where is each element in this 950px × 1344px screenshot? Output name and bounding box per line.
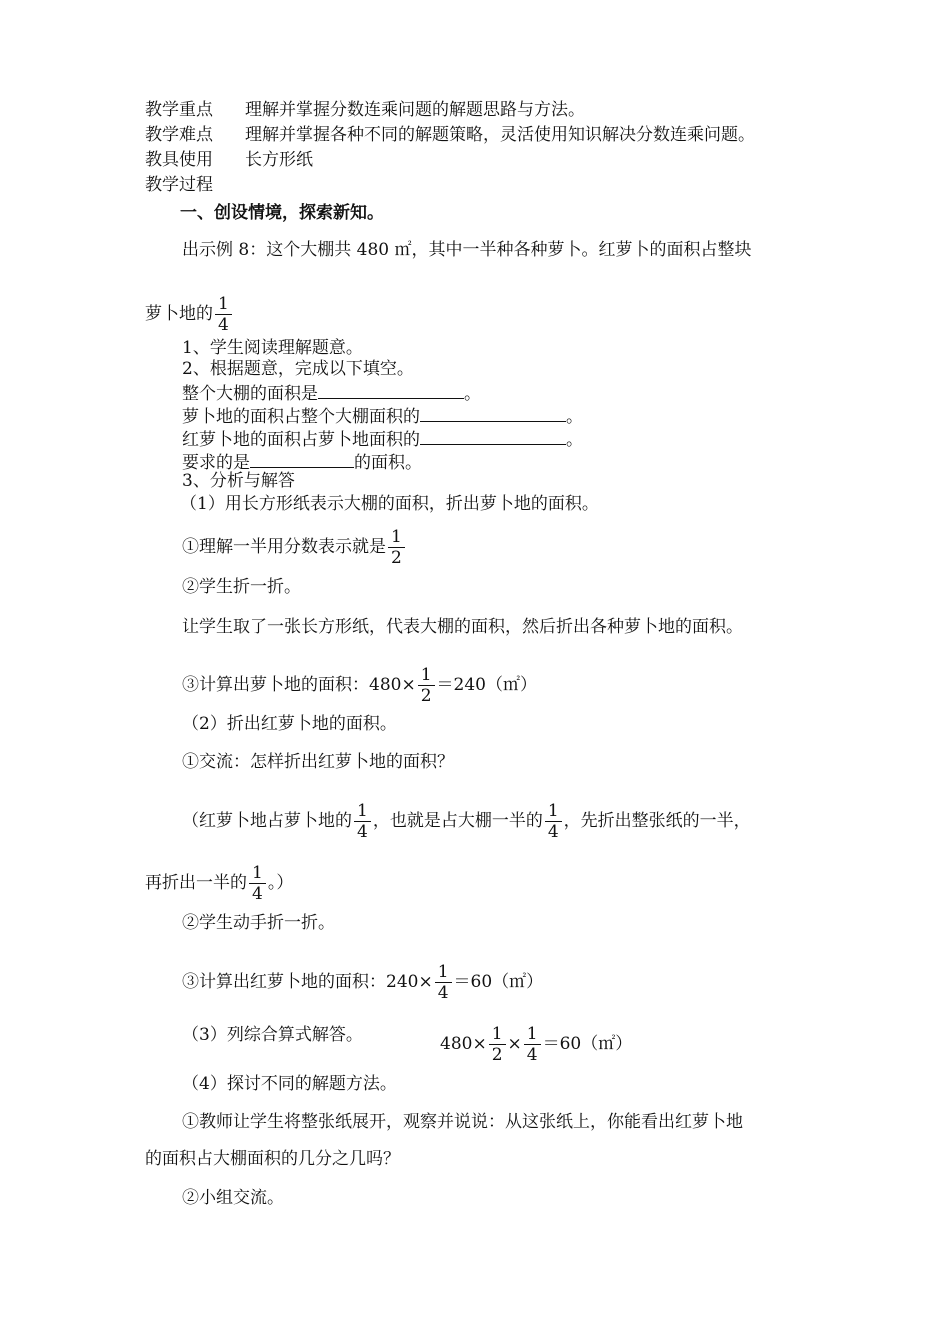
part3-title: （3）列综合算式解答。: [182, 1025, 363, 1045]
part1-title: （1）用长方形纸表示大棚的面积，折出萝卜地的面积。: [180, 494, 599, 514]
meta-line-key-points: [145, 100, 585, 120]
fraction: [354, 802, 371, 841]
meta-line-tools: [145, 150, 313, 170]
part2-line-a: ①交流：怎样折出红萝卜地的面积？: [182, 752, 454, 772]
fraction-numerator: 1: [545, 802, 562, 822]
fraction-denominator: 2: [420, 686, 432, 706]
fraction: [489, 1025, 506, 1064]
fill-suffix: 。: [566, 407, 583, 427]
part4-title: （4）探讨不同的解题方法。: [182, 1074, 397, 1094]
part2-text: ，先折出整张纸的一半，: [563, 811, 751, 831]
part1-line-b: ②学生折一折。: [182, 577, 301, 597]
fraction-numerator: 1: [418, 666, 435, 686]
fraction-denominator: 4: [526, 1045, 538, 1065]
fill-suffix: 。: [464, 384, 481, 404]
fraction: [215, 295, 232, 334]
part1-text: ①理解一半用分数表示就是: [182, 537, 386, 557]
fraction: [388, 528, 405, 567]
part2-line-d: [182, 963, 543, 1002]
fill-prefix: 萝卜地的面积占整个大棚面积的: [182, 407, 420, 427]
fraction-numerator: 1: [435, 963, 452, 983]
meta-line-difficulties: [145, 125, 755, 145]
part2-text: ，也就是占大棚一半的: [372, 811, 543, 831]
formula-part: ＝60（㎡）: [542, 1034, 633, 1054]
part3-formula: [440, 1025, 632, 1064]
formula-suffix: ＝60（㎡）: [453, 972, 544, 992]
meta-label: 教学重点: [145, 100, 213, 120]
part4-line-a2: 的面积占大棚面积的几分之几吗？: [145, 1149, 400, 1169]
fraction-numerator: 1: [388, 528, 405, 548]
meta-text: 长方形纸: [245, 150, 313, 170]
fraction-numerator: 1: [524, 1025, 541, 1045]
fraction-denominator: 4: [437, 983, 449, 1003]
part2-line-b: [182, 802, 751, 841]
example-line-2: [145, 295, 234, 334]
step-2: 2、根据题意，完成以下填空。: [182, 359, 414, 379]
fill-prefix: 要求的是: [182, 453, 250, 473]
fill-line-2: [182, 405, 583, 427]
section-title: 一、创设情境，探索新知。: [180, 203, 384, 223]
fraction-numerator: 1: [354, 802, 371, 822]
fraction-numerator: 1: [489, 1025, 506, 1045]
fraction: [249, 864, 266, 903]
fill-blank[interactable]: [318, 382, 464, 399]
fill-blank[interactable]: [420, 405, 566, 422]
part1-line-c: 让学生取了一张长方形纸，代表大棚的面积，然后折出各种萝卜地的面积。: [182, 617, 743, 637]
fraction-denominator: 4: [252, 884, 263, 904]
fraction-denominator: 4: [357, 822, 368, 842]
fraction: [418, 666, 435, 705]
step-1: 1、学生阅读理解题意。: [182, 338, 363, 358]
part1-line-d: [182, 666, 537, 705]
example-line-1: 出示例 8：这个大棚共 480 ㎡，其中一半种各种萝卜。红萝卜的面积占整块: [182, 240, 752, 260]
formula-suffix: ＝240（㎡）: [436, 675, 537, 695]
part1-line-a: [182, 528, 407, 567]
part2-line-c: ②学生动手折一折。: [182, 913, 335, 933]
fill-blank[interactable]: [420, 428, 566, 445]
fill-prefix: 红萝卜地的面积占萝卜地面积的: [182, 430, 420, 450]
fraction-denominator: 4: [547, 822, 559, 842]
fraction: [524, 1025, 541, 1064]
step-3: 3、分析与解答: [182, 471, 295, 491]
part2-text: 再折出一半的: [145, 873, 247, 893]
fraction: [435, 963, 452, 1002]
formula-part: ×: [507, 1034, 522, 1054]
fill-line-1: [182, 382, 481, 404]
meta-label: 教具使用: [145, 150, 213, 170]
formula-part: 480×: [440, 1034, 487, 1054]
fill-suffix: 的面积。: [354, 453, 422, 473]
fraction-denominator: 2: [391, 548, 402, 568]
fill-suffix: 。: [566, 430, 583, 450]
example-text: 萝卜地的: [145, 304, 213, 324]
meta-text: 理解并掌握分数连乘问题的解题思路与方法。: [245, 100, 585, 120]
meta-label: 教学难点: [145, 125, 213, 145]
fill-line-3: [182, 428, 583, 450]
part2-title: （2）折出红萝卜地的面积。: [182, 714, 397, 734]
part2-text: 。）: [267, 873, 294, 893]
part4-line-b: ②小组交流。: [182, 1188, 284, 1208]
meta-line-process: [145, 175, 245, 195]
fill-blank[interactable]: [250, 451, 354, 468]
formula-prefix: ③计算出萝卜地的面积：480×: [182, 675, 416, 695]
part2-line-b-cont: [145, 864, 293, 903]
formula-prefix: ③计算出红萝卜地的面积：240×: [182, 972, 433, 992]
fraction-numerator: 1: [215, 295, 232, 315]
fraction-numerator: 1: [249, 864, 266, 884]
meta-text: 理解并掌握各种不同的解题策略，灵活使用知识解决分数连乘问题。: [245, 125, 755, 145]
fill-line-4: [182, 451, 422, 473]
fraction: [545, 802, 562, 841]
part2-text: （红萝卜地占萝卜地的: [182, 811, 352, 831]
fraction-denominator: 2: [491, 1045, 503, 1065]
fill-prefix: 整个大棚的面积是: [182, 384, 318, 404]
meta-label: 教学过程: [145, 175, 213, 195]
fraction-denominator: 4: [218, 315, 229, 335]
part4-line-a1: ①教师让学生将整张纸展开，观察并说说：从这张纸上，你能看出红萝卜地: [182, 1112, 743, 1132]
